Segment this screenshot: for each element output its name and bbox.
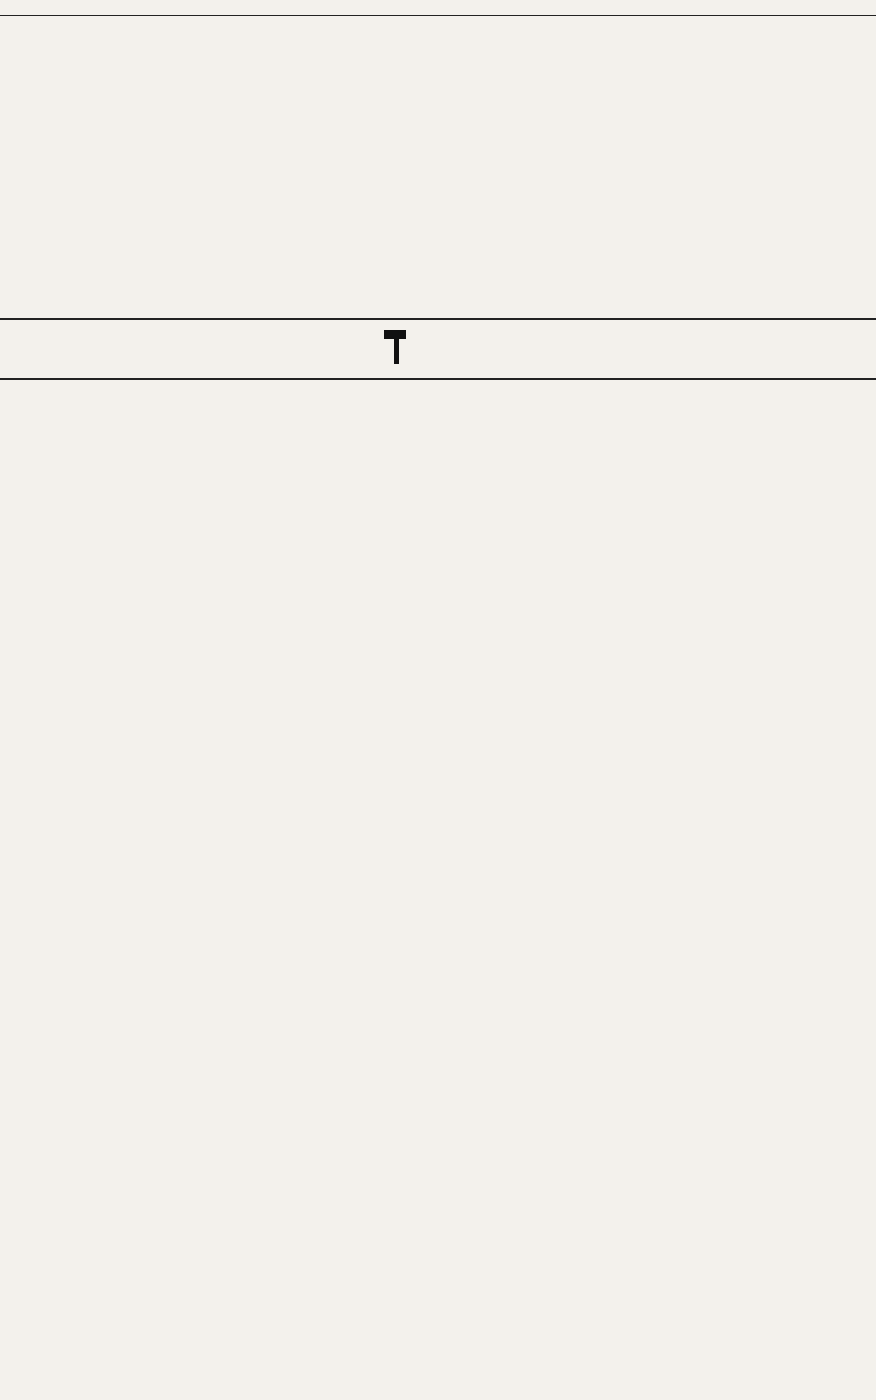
page-header [0, 0, 876, 16]
service-guide [0, 382, 876, 1400]
hammer-icon [380, 326, 420, 366]
help-wanted-section [0, 16, 876, 316]
home-service-guide-banner [0, 318, 876, 380]
